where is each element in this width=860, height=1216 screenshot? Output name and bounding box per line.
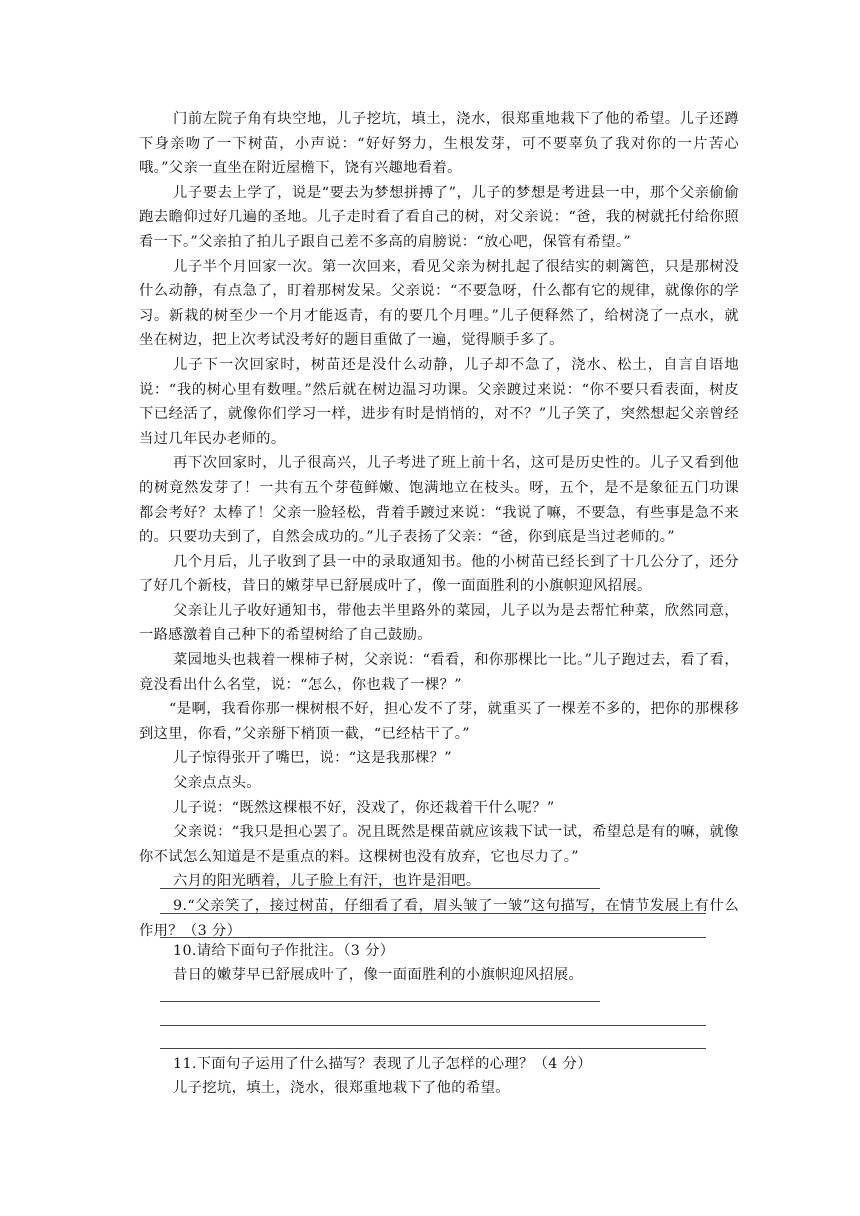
passage-paragraph-4: 儿子下一次回家时，树苗还是没什么动静，儿子却不急了，浇水、松土，自言自语地说：“我的树心里有数哩。”然后就在树边温习功课。父亲踱过来说：“你不要只看表面，树皮下已经活了，就像你们学习一样，进步有时是悄悄的，对不？”儿子笑了，突然想起父亲曾经当过几年民办老师的。 bbox=[139, 356, 739, 447]
passage-paragraph-5: 再下次回家时，儿子很高兴，儿子考进了班上前十名，这可是历史性的。儿子又看到他的树竟然发芽了！一共有五个芽苞鲜嫩、饱满地立在枝头。呀，五个，是不是象征五门功课都会考好？太棒了！父亲一脸轻松，背着手踱过来说：“我说了嘛，不要急，有些事是急不来的。只要功夫到了，自然会成功的。”儿子表扬了父亲：“爸，你到底是当过老师的。” bbox=[139, 455, 739, 546]
reading-passage bbox=[139, 107, 739, 943]
passage-paragraph-6: 几个月后，儿子收到了县一中的录取通知书。他的小树苗已经长到了十几公分了，还分了好几个新枝，昔日的嫩芽早已舒展成叶了，像一面面胜利的小旗帜迎风招展。 bbox=[139, 553, 739, 595]
passage-paragraph-3: 儿子半个月回家一次。第一次回来，看见父亲为树扎起了很结实的刺篱笆，只是那树没什么动静，有点急了，盯着那树发呆。父亲说：“不要急呀，什么都有它的规律，就像你的学习。新栽的树至少一个月才能返青，有的要几个月哩。”儿子便释然了，给树浇了一点水，就坐在树边，把上次考试没考好的题目重做了一遍，觉得顺手多了。 bbox=[139, 258, 739, 349]
passage-paragraph-14: 六月的阳光晒着，儿子脸上有汗，也许是泪吧。 bbox=[173, 873, 481, 890]
passage-paragraph-11: 父亲点点头。 bbox=[173, 775, 261, 792]
passage-paragraph-1: 门前左院子角有块空地，儿子挖坑，填土，浇水，很郑重地栽下了他的希望。儿子还蹲下身亲吻了一下树苗，小声说：“好好努力，生根发芽，可不要辜负了我对你的一片苦心哦。”父亲一直坐在附近屋檐下，饶有兴趣地看着。 bbox=[139, 111, 739, 177]
passage-paragraph-2: 儿子要去上学了，说是“要去为梦想拼搏了”，儿子的梦想是考进县一中，那个父亲偷偷跑去瞻仰过好几遍的圣地。儿子走时看了看自己的树，对父亲说：“爸，我的树就托付给你照看一下。”父亲拍了拍儿子跟自己差不多高的肩膀说：“放心吧，保管有希望。” bbox=[139, 184, 739, 250]
answer-line-q10-1[interactable] bbox=[160, 1001, 600, 1002]
passage-paragraph-9: “是啊，我看你那一棵树根不好，担心发不了芽，就重买了一棵差不多的，把你的那棵移到这里，你看，”父亲掰下梢顶一截，“已经枯干了。” bbox=[139, 701, 739, 742]
answer-line-q9-3[interactable] bbox=[160, 937, 706, 938]
question-11-sentence: 儿子挖坑，填土，浇水，很郑重地栽下了他的希望。 bbox=[173, 1080, 510, 1096]
passage-paragraph-8: 菜园地头也栽着一棵柿子树，父亲说：“看看，和你那棵比一比。”儿子跑过去，看了看，竟没看出什么名堂，说：“怎么，你也栽了一棵？” bbox=[139, 652, 739, 693]
passage-paragraph-10: 儿子惊得张开了嘴巴，说：“这是我那棵？” bbox=[173, 750, 452, 767]
question-9: 9.“父亲笑了，接过树苗，仔细看了看，眉头皱了一皱”这句描写，在情节发展上有什么作用？（3 分） bbox=[139, 898, 739, 939]
answer-line-q10-2[interactable] bbox=[160, 1025, 706, 1026]
passage-paragraph-12: 儿子说：“既然这棵根不好，没戏了，你还栽着干什么呢？” bbox=[173, 799, 555, 816]
passage-paragraph-7: 父亲让儿子收好通知书，带他去半里路外的菜园，儿子以为是去帮忙种菜，欣然同意，一路感激着自己种下的希望树给了自己鼓励。 bbox=[139, 602, 739, 644]
answer-line-q10-3[interactable] bbox=[160, 1048, 706, 1049]
question-10-title: 10.请给下面句子作批注。（3 分） bbox=[173, 943, 395, 959]
question-11-title: 11.下面句子运用了什么描写？表现了儿子怎样的心理？（4 分） bbox=[173, 1056, 592, 1072]
passage-paragraph-13: 父亲说：“我只是担心罢了。况且既然是棵苗就应该栽下试一试，希望总是有的嘛，就像你不试怎么知道是不是重点的料。这棵树也没有放弃，它也尽力了。” bbox=[139, 824, 739, 865]
answer-line-q9-2[interactable] bbox=[160, 913, 706, 914]
question-10-sentence: 昔日的嫩芽早已舒展成叶了，像一面面胜利的小旗帜迎风招展。 bbox=[173, 967, 584, 983]
answer-line-q9-1[interactable] bbox=[160, 888, 600, 889]
